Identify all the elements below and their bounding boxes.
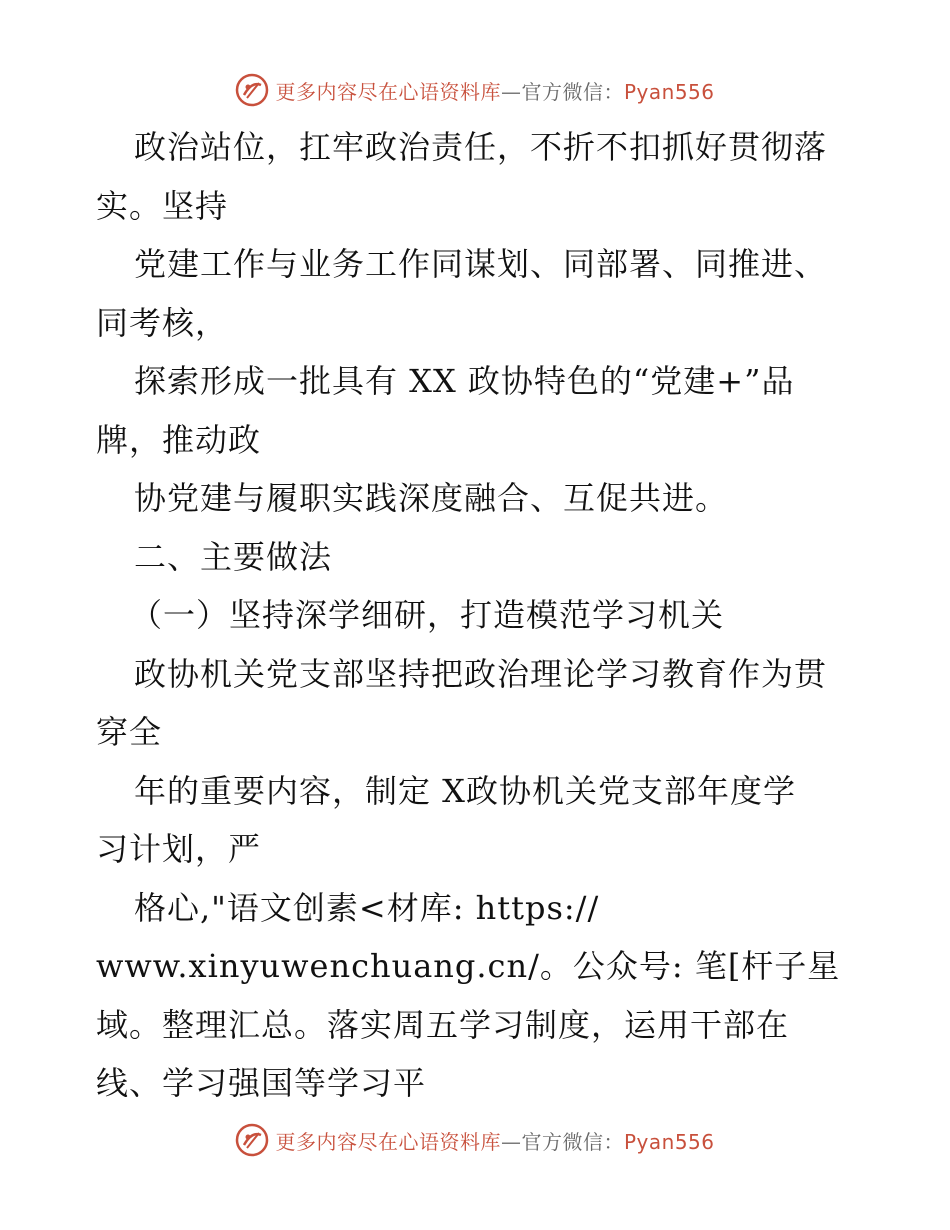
- header-watermark-banner: [0, 70, 950, 110]
- document-body: [96, 118, 866, 1113]
- body-line: 党建工作与业务工作同谋划、同部署、同推进、: [134, 245, 828, 283]
- banner-separator: —: [500, 1129, 522, 1154]
- body-line: 格心,"语文创素<材库: https://: [134, 888, 600, 927]
- brand-logo-icon: [235, 73, 269, 107]
- brand-logo-icon: [235, 1123, 269, 1157]
- body-line: 探索形成一批具有 XX 政协特色的“党建+”品: [134, 362, 795, 400]
- banner-wechat-label: 官方微信：: [521, 1129, 624, 1154]
- body-line: 政治站位，扛牢政治责任，不折不扣抓好贯彻落: [134, 128, 828, 166]
- body-line: 同考核，: [96, 303, 229, 342]
- body-line: 实。坚持: [96, 186, 229, 225]
- body-line: 域。整理汇总。落实周五学习制度，运用干部在: [96, 1005, 790, 1044]
- banner-separator: —: [500, 79, 522, 104]
- body-line: 牌，推动政: [96, 420, 262, 459]
- subsection-heading: （一）坚持深学细研，打造模范学习机关: [130, 596, 725, 634]
- banner-wechat-id: Pyan556: [623, 79, 715, 104]
- body-line: 习计划，严: [96, 830, 262, 868]
- body-line: 穿全: [96, 713, 163, 751]
- body-line: www.xinyuwenchuang.cn/。公众号: 笔[杆子星: [96, 947, 841, 985]
- body-line: 协党建与履职实践深度融合、互促共进。: [134, 479, 729, 517]
- body-line: 线、学习强国等学习平: [96, 1064, 427, 1102]
- body-line: 年的重要内容，制定 X政协机关党支部年度学: [134, 771, 796, 810]
- section-heading: 二、主要做法: [134, 537, 333, 576]
- banner-slogan: 更多内容尽在心语资料库: [275, 1129, 501, 1154]
- banner-wechat-label: 官方微信：: [521, 79, 624, 104]
- banner-wechat-id: Pyan556: [623, 1129, 715, 1154]
- body-line: 政协机关党支部坚持把政治理论学习教育作为贯: [134, 654, 828, 693]
- banner-slogan: 更多内容尽在心语资料库: [275, 79, 501, 104]
- footer-watermark-banner: [0, 1120, 950, 1160]
